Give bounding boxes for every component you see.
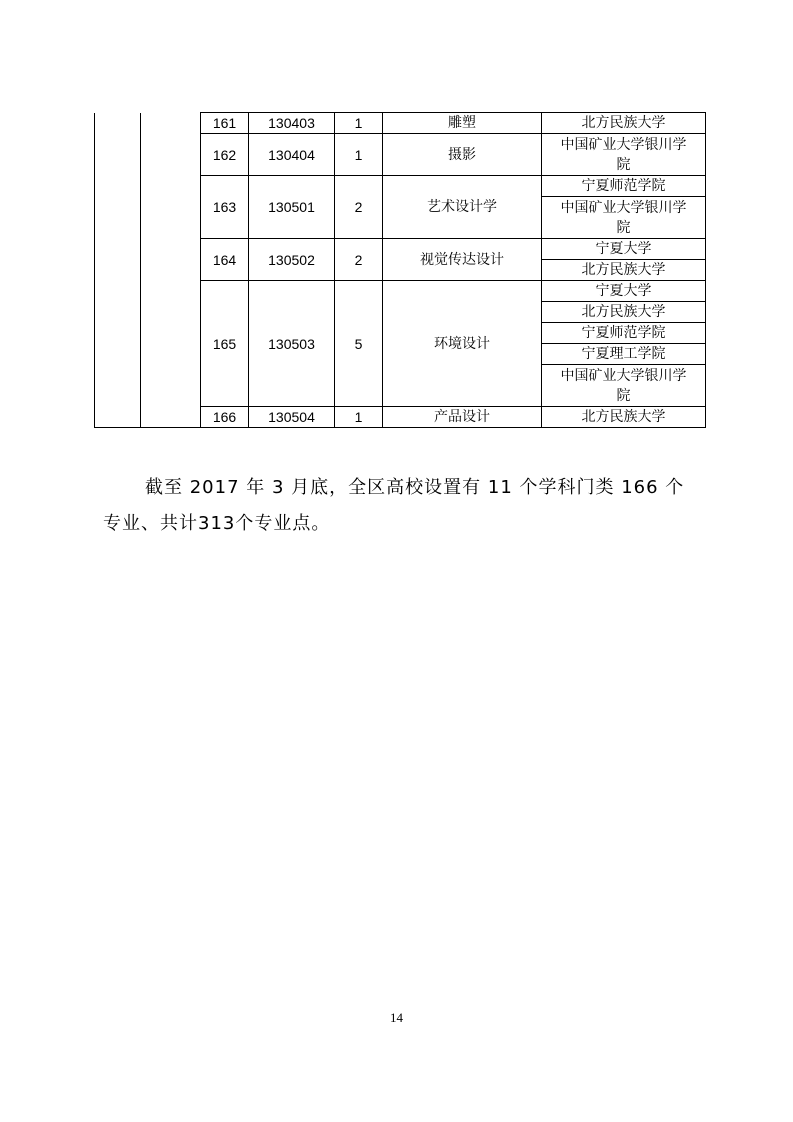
code-cell: 130503	[249, 281, 335, 407]
school-cell: 中国矿业大学银川学院	[542, 197, 706, 239]
count-cell: 5	[335, 281, 383, 407]
code-cell: 130501	[249, 176, 335, 239]
school-cell: 中国矿业大学银川学院	[542, 134, 706, 176]
school-cell: 宁夏大学	[542, 239, 706, 260]
count-cell: 1	[335, 134, 383, 176]
seq-cell: 163	[201, 176, 249, 239]
count-cell: 2	[335, 239, 383, 281]
major-cell: 环境设计	[383, 281, 542, 407]
seq-cell: 161	[201, 113, 249, 134]
major-cell: 摄影	[383, 134, 542, 176]
school-cell: 宁夏理工学院	[542, 344, 706, 365]
table-row	[95, 113, 706, 134]
blank-category-cell	[95, 113, 141, 428]
count-cell: 2	[335, 176, 383, 239]
seq-cell: 165	[201, 281, 249, 407]
school-cell: 北方民族大学	[542, 407, 706, 428]
school-cell: 宁夏大学	[542, 281, 706, 302]
count-cell: 1	[335, 113, 383, 134]
seq-cell: 166	[201, 407, 249, 428]
page-number: 14	[390, 1010, 403, 1025]
major-cell: 艺术设计学	[383, 176, 542, 239]
blank-subcategory-cell	[141, 113, 201, 428]
school-cell: 北方民族大学	[542, 302, 706, 323]
major-cell: 雕塑	[383, 113, 542, 134]
code-cell: 130403	[249, 113, 335, 134]
code-cell: 130504	[249, 407, 335, 428]
school-cell: 北方民族大学	[542, 260, 706, 281]
code-cell: 130502	[249, 239, 335, 281]
count-cell: 1	[335, 407, 383, 428]
school-cell: 中国矿业大学银川学院	[542, 365, 706, 407]
school-cell: 宁夏师范学院	[542, 323, 706, 344]
majors-table	[94, 112, 706, 428]
major-cell: 视觉传达设计	[383, 239, 542, 281]
school-cell: 宁夏师范学院	[542, 176, 706, 197]
seq-cell: 164	[201, 239, 249, 281]
code-cell: 130404	[249, 134, 335, 176]
seq-cell: 162	[201, 134, 249, 176]
major-cell: 产品设计	[383, 407, 542, 428]
school-cell: 北方民族大学	[542, 113, 706, 134]
summary-paragraph: 截至 2017 年 3 月底，全区高校设置有 11 个学科门类 166 个专业、共计313个专业点。	[103, 477, 685, 534]
